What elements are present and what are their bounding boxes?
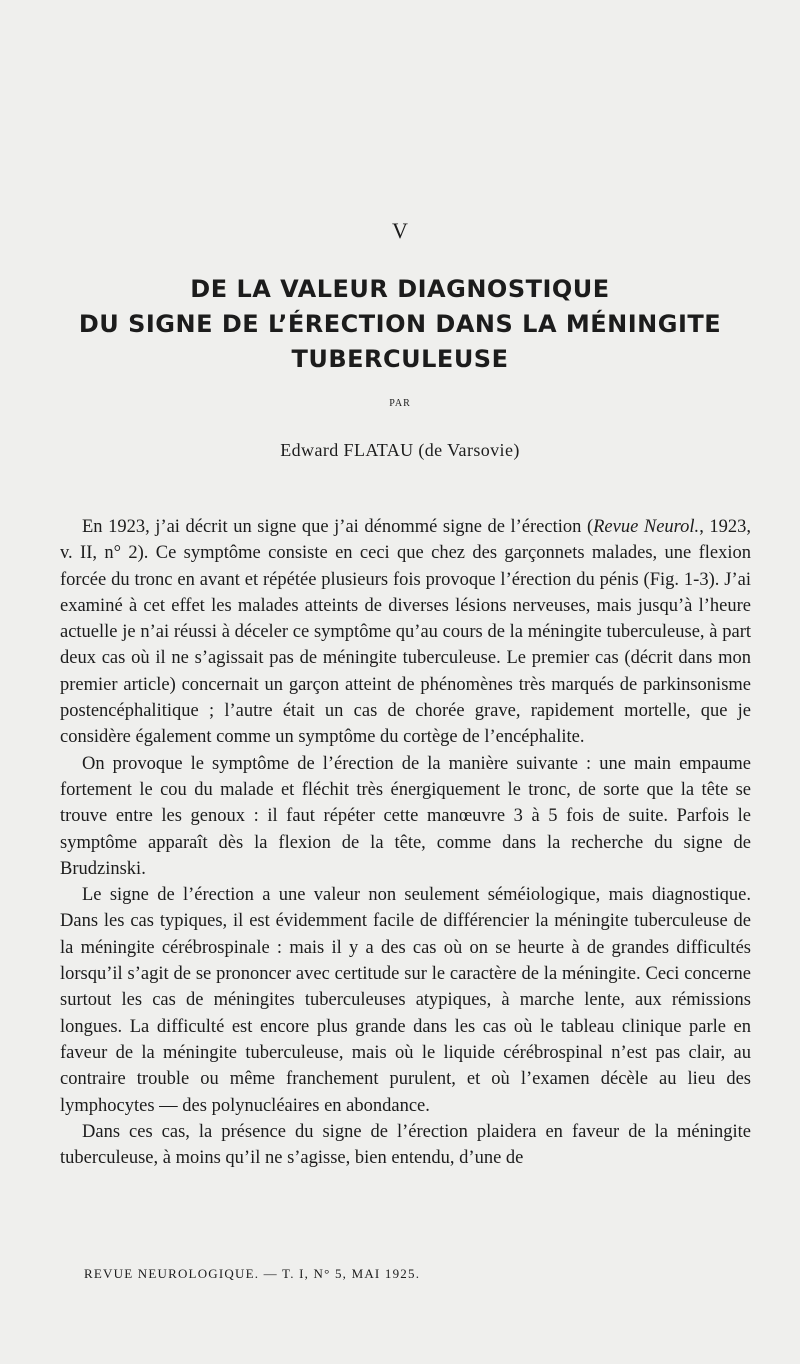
- article-title: [0, 272, 800, 377]
- paragraph-1: [60, 514, 751, 751]
- paragraph-4: Dans ces cas, la présence du signe de l’érection plaidera en faveur de la méningite tuberculeuse, à moins qu’il ne s’agisse, bien entendu, d’une de: [60, 1121, 751, 1169]
- title-line-2: DU SIGNE DE L’ÉRECTION DANS LA MÉNINGITE: [78, 310, 722, 338]
- paragraph-2: On provoque le symptôme de l’érection de la manière suivante : une main empaume fortement le cou du malade et fléchit très énergiquement le tronc, de sorte que la tête se trouve entre les genoux : il faut répéter cette manœuvre 3 à 5 fois de suite. Parfois le symptôme apparaît dès la flexion de la tête, comme dans la recherche du signe de Brudzinski.: [60, 753, 751, 879]
- byline-par: PAR: [389, 398, 411, 409]
- author: Edward FLATAU (de Varsovie): [280, 440, 520, 460]
- paragraph-3: Le signe de l’érection a une valeur non seulement séméiologique, mais diagnostique. Dans les cas typiques, il est évidemment facile de différencier la méningite tuberculeuse de la méningite cérébrospinale : mais il y a des cas où on se heurte à de grandes difficultés lorsqu’il s’agit de se prononcer avec certitude sur le caractère de la méningite. Ceci concerne surtout les cas de méningites tuberculeuses atypiques, à marche lente, aux rémissions longues. La difficulté est encore plus grande dans les cas où le tableau clinique parle en faveur de la méningite tuberculeuse, mais où le liquide cérébrospinal n’est pas clair, au contraire trouble ou même franchement purulent, et où l’examen décèle au lieu des lymphocytes — des polynucléaires en abondance.: [60, 885, 751, 1116]
- title-line-3: TUBERCULEUSE: [291, 345, 509, 373]
- article-body: [60, 514, 751, 1171]
- paragraph-1-text-b: , 1923, v. II, n° 2). Ce symptôme consiste en ceci que chez des garçonnets malades, une flexion forcée du tronc en avant et répétée plusieurs fois provoque l’érection du pénis (Fig. 1-3). J’ai examiné à cet effet les malades atteints de diverses lésions nerveuses, mais jusqu’à l’heure actuelle je n’ai réussi à déceler ce symptôme qu’au cours de la méningite tuberculeuse, à part deux cas où il ne s’agissait pas de méningite tuberculeuse. Le premier cas (décrit dans mon premier article) concernait un garçon atteint de phénomènes très marqués de parkinsonisme postencéphalitique ; l’autre était un cas de chorée grave, rapidement mortelle, que je considère également comme un symptôme du cortège de l’encéphalite.: [60, 517, 751, 748]
- title-line-1: DE LA VALEUR DIAGNOSTIQUE: [190, 275, 610, 303]
- section-numeral: V: [392, 218, 408, 243]
- journal-citation: Revue Neurol.: [593, 517, 700, 537]
- running-footer: REVUE NEUROLOGIQUE. — T. I, N° 5, MAI 1925.: [84, 1266, 421, 1281]
- paragraph-1-text-a: En 1923, j’ai décrit un signe que j’ai dénommé signe de l’érection (: [82, 517, 594, 537]
